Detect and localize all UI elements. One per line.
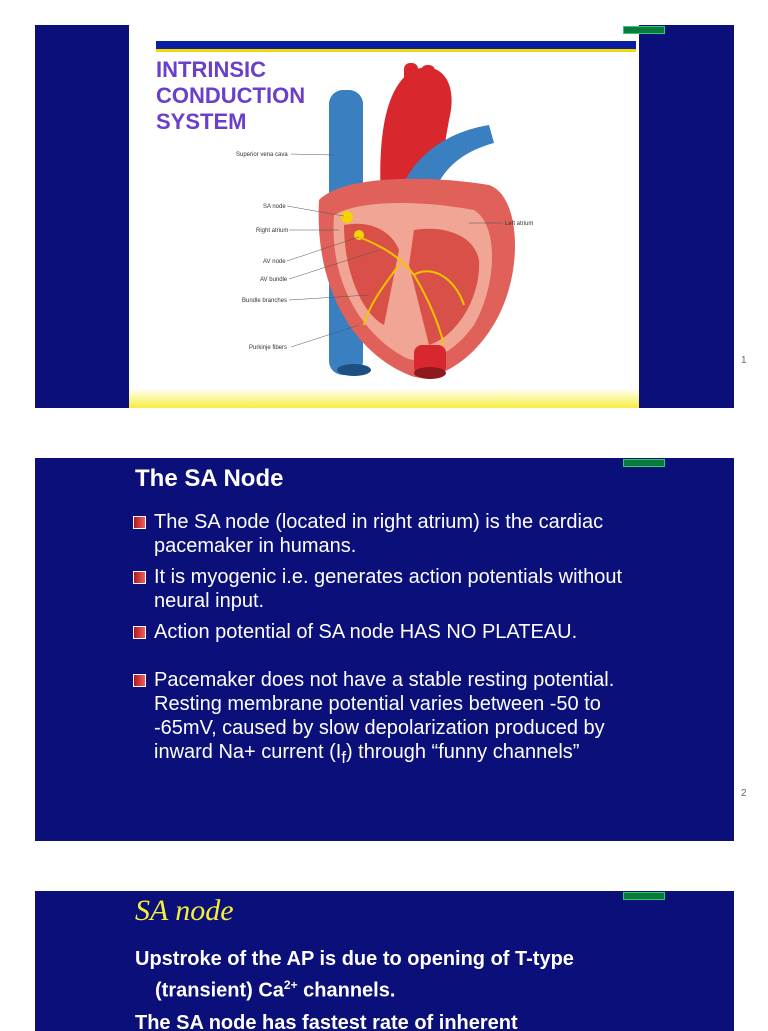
label-sa-node: SA node (263, 204, 286, 210)
slide-1-panel (129, 25, 639, 408)
label-superior-vena-cava: Superior vena cava (236, 152, 288, 158)
label-purkinje-fibers: Purkinje fibers (249, 345, 288, 351)
slide-3-body (135, 946, 695, 1031)
bullet-item (133, 510, 653, 558)
slide-1-footer-band (129, 388, 639, 408)
bullet-text: Action potential of SA node HAS NO PLATEAU. (154, 621, 578, 643)
heart-illustration (129, 25, 639, 408)
slide-1 (35, 25, 734, 408)
bullet-square-icon (133, 516, 146, 529)
bullet-text: The SA node (located in right atrium) is the cardiac pacemaker in humans. (154, 511, 604, 557)
bullet-square-icon (133, 674, 146, 687)
slide-3-title: SA node (135, 894, 234, 927)
bullet-list (133, 510, 653, 777)
title-line-2: CONDUCTION (156, 83, 306, 108)
bullet-text-end: ) through “funny channels” (345, 741, 580, 763)
slide-2-title: The SA Node (135, 465, 284, 492)
sa-node-marker (341, 211, 353, 223)
bullet-square-icon (133, 626, 146, 639)
label-av-bundle: AV bundle (260, 277, 288, 283)
corner-tag (623, 892, 665, 900)
slide-2 (35, 458, 734, 841)
slide-3 (35, 891, 734, 1031)
bullet-item (133, 668, 653, 770)
label-av-node: AV node (263, 259, 286, 265)
subscript-f: f (341, 748, 346, 767)
label-right-atrium: Right atrium (256, 228, 289, 234)
bullet-text-tail: (I (329, 741, 342, 763)
corner-tag (623, 459, 665, 467)
superscript-2plus: 2+ (283, 978, 298, 992)
label-left-atrium: Left atrium (505, 221, 534, 227)
bullet-square-icon (133, 571, 146, 584)
bullet-text: Pacemaker does not have a stable resting potential. Resting membrane potential varies between -50 to -65mV, caused by slow depolarization produced by inward Na+ current (154, 669, 615, 763)
bullet-item (133, 565, 653, 613)
body-line-3: The SA node has fastest rate of inherent (135, 1011, 518, 1031)
label-bundle-branches: Bundle branches (242, 298, 288, 304)
bullet-text: It is myogenic i.e. generates action potentials without neural input. (154, 566, 623, 612)
slide-number-1: 1 (741, 355, 747, 366)
corner-tag (623, 26, 665, 34)
body-line-2: (transient) $Ca^{2+}$ channels. (155, 978, 396, 1002)
bullet-item (133, 620, 653, 644)
slide-number-2: 2 (741, 788, 747, 799)
title-line-3: SYSTEM (156, 109, 247, 134)
body-line-1: Upstroke of the AP is due to opening of T-type (135, 948, 574, 970)
title-line-1: INTRINSIC (156, 57, 266, 82)
